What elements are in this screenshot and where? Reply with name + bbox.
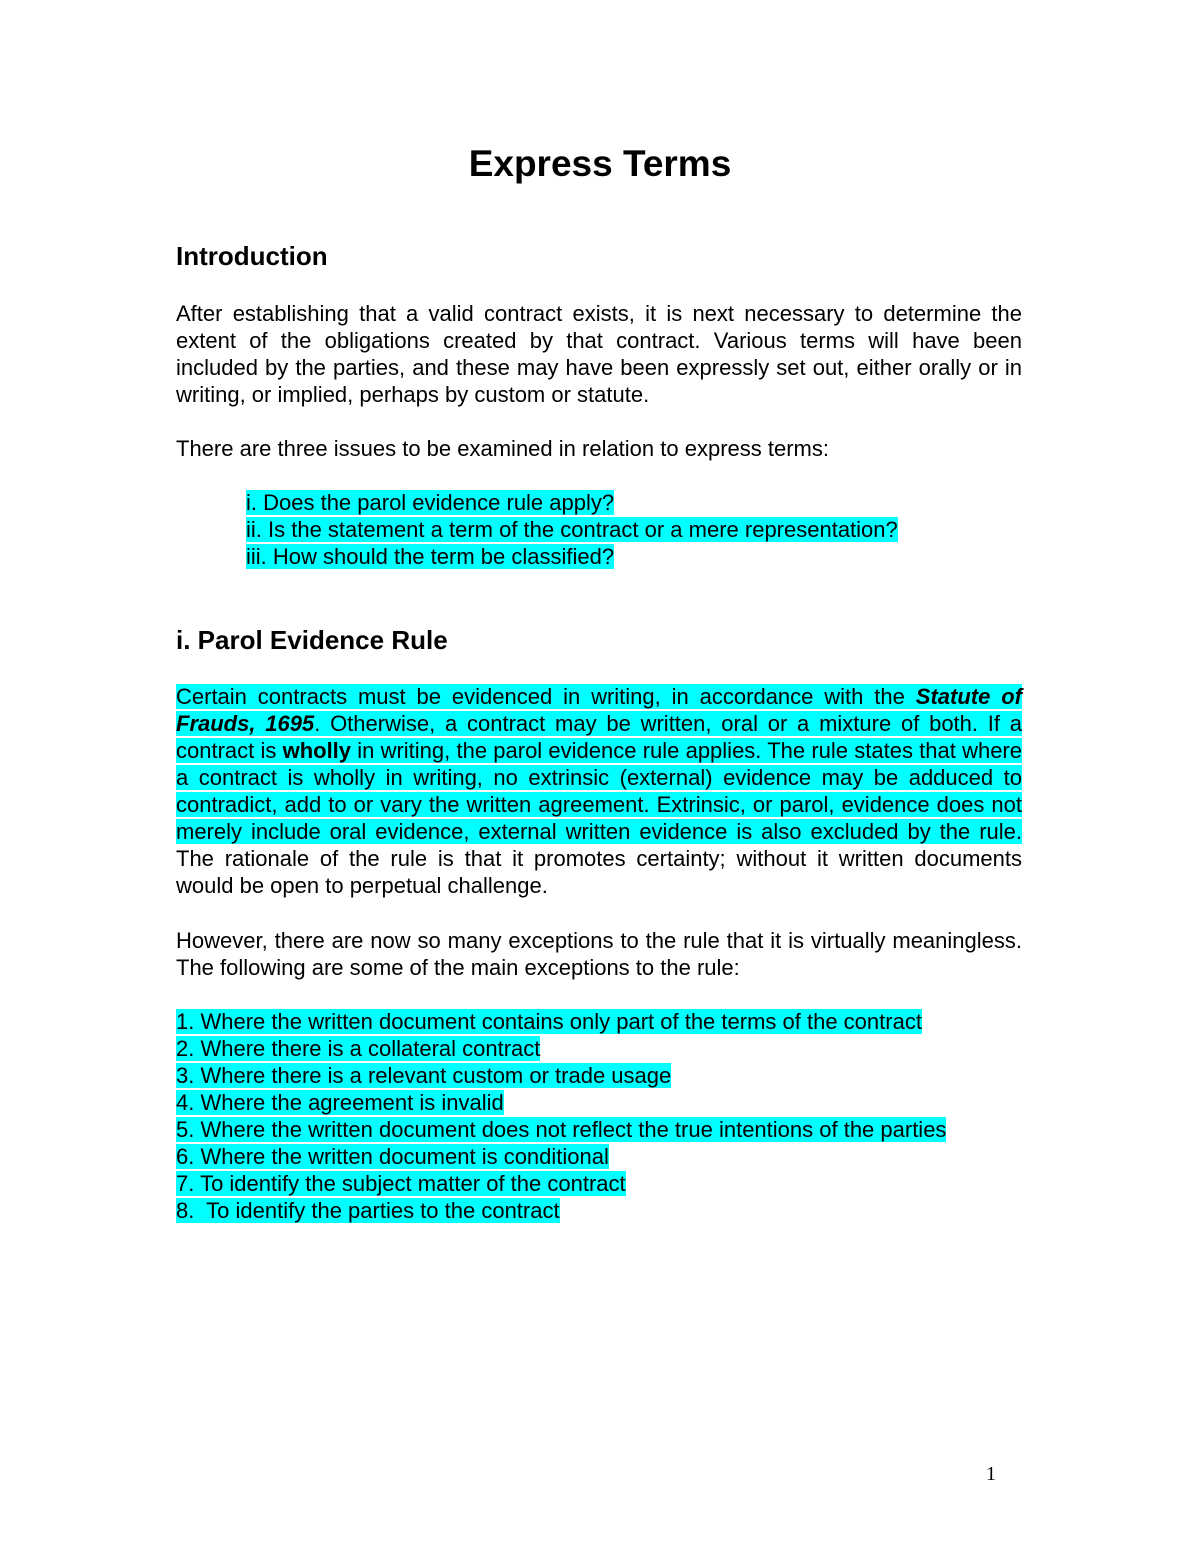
list-item [176, 1170, 946, 1197]
list-item [176, 1197, 946, 1224]
introduction-paragraph: After establishing that a valid contract exists, it is next necessary to determine the extent of the obligations created by that contract. Various terms will have been included by the parties, and these may have been expressly set out, either orally or in writing, or implied, perhaps by custom or statute. [176, 301, 1022, 407]
exception-item-8: 8. To identify the parties to the contract [176, 1198, 560, 1223]
statute-reference: Statute of Frauds, 1695 [176, 684, 1022, 736]
exceptions-list [176, 1008, 946, 1224]
issue-item-1: i. Does the parol evidence rule apply? [246, 490, 615, 515]
introduction-heading: Introduction [176, 241, 328, 271]
parol-text-b: . Otherwise, a contract may be written, oral or a mixture of both. If a contract is [176, 711, 1023, 763]
parol-text-d: The rationale of the rule is that it promotes certainty; without it written documents would be open to perpetual challenge. [176, 846, 1022, 898]
exception-item-1: 1. Where the written document contains only part of the terms of the contract [176, 1009, 922, 1034]
list-item [176, 1143, 946, 1170]
list-item [176, 1089, 946, 1116]
list-item [246, 489, 898, 516]
highlighted-text [176, 684, 1022, 844]
exception-item-5: 5. Where the written document does not reflect the true intentions of the parties [176, 1117, 947, 1142]
issue-item-2: ii. Is the statement a term of the contract or a mere representation? [246, 517, 898, 542]
list-item [246, 543, 898, 570]
exceptions-intro-paragraph: However, there are now so many exceptions to the rule that it is virtually meaningless. The following are some of the main exceptions to the rule: [176, 928, 1022, 980]
issues-intro-paragraph: There are three issues to be examined in relation to express terms: [176, 436, 829, 461]
issue-item-3: iii. How should the term be classified? [246, 544, 615, 569]
parol-evidence-heading: i. Parol Evidence Rule [176, 625, 448, 655]
exception-item-2: 2. Where there is a collateral contract [176, 1036, 541, 1061]
issues-list [246, 489, 898, 570]
list-item [176, 1062, 946, 1089]
page-number: 1 [986, 1463, 996, 1485]
exception-item-4: 4. Where the agreement is invalid [176, 1090, 504, 1115]
exception-item-3: 3. Where there is a relevant custom or trade usage [176, 1063, 672, 1088]
parol-text-c: in writing, the parol evidence rule applies. The rule states that where a contract is wholly in writing, no extrinsic (external) evidence may be adduced to contradict, add to or vary the written agreement. Extrinsic, or parol, evidence does not merely include oral evidence, external written evidence is also excluded by the rule. [176, 738, 1022, 844]
wholly-emphasis: wholly [282, 738, 352, 763]
exception-item-6: 6. Where the written document is conditional [176, 1144, 609, 1169]
exception-item-7: 7. To identify the subject matter of the contract [176, 1171, 626, 1196]
list-item [176, 1008, 946, 1035]
parol-text-a: Certain contracts must be evidenced in writing, in accordance with the [176, 684, 916, 709]
list-item [246, 516, 898, 543]
parol-evidence-paragraph [176, 683, 1022, 899]
list-item [176, 1035, 946, 1062]
document-title: Express Terms [468, 143, 732, 184]
list-item [176, 1116, 946, 1143]
